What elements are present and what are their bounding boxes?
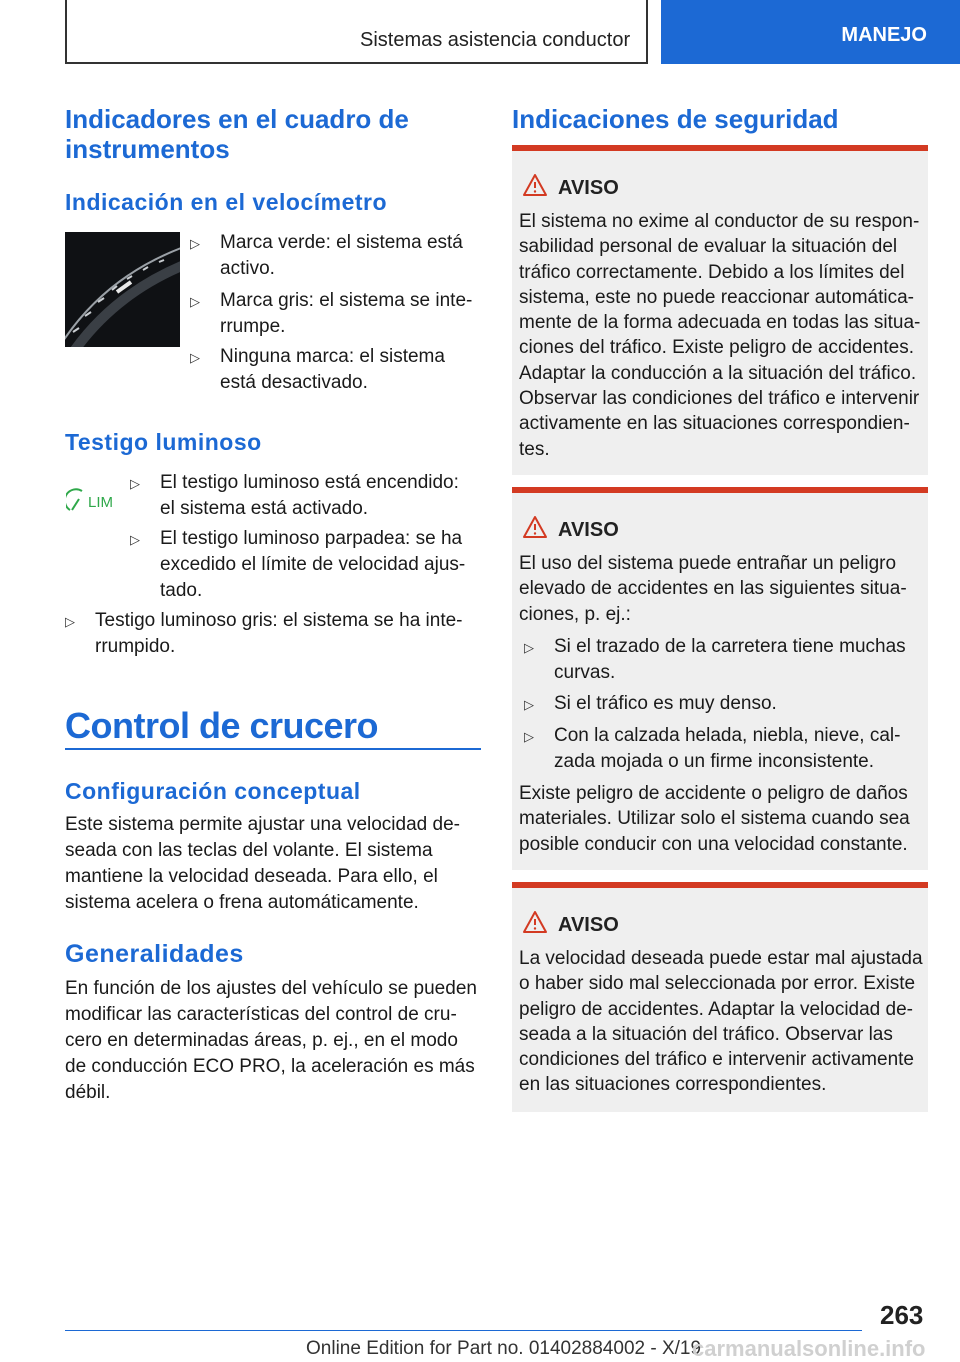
list-item: ▷ El testigo luminoso parpadea: se ha excedido el límite de velocidad ajustado. <box>130 528 466 601</box>
triangle-bullet-icon: ▷ <box>524 640 534 655</box>
warning-outro: Existe peligro de accidente o peligro de daños materiales. Utilizar solo el sistema cuando sea posible conducir con una velocidad constante. <box>519 783 910 855</box>
speedometer-image <box>65 232 180 347</box>
triangle-bullet-icon: ▷ <box>190 236 200 251</box>
chapter-title: Control de crucero <box>65 705 379 746</box>
list-item: ▷ Si el trazado de la carretera tiene muchas curvas. <box>524 636 906 683</box>
heading-speedometer: Indicación en el velocímetro <box>65 189 388 215</box>
heading-general: Generalidades <box>65 940 244 968</box>
heading-instruments: Indicadores en el cuadro de instrumentos <box>65 104 409 164</box>
list-item: ▷ Ninguna marca: el sistema está desactivado. <box>190 346 445 393</box>
triangle-bullet-icon: ▷ <box>190 294 200 309</box>
list-item: ▷ Testigo luminoso gris: el sistema se ha interrumpido. <box>65 610 463 657</box>
warning-label: AVISO <box>558 177 619 199</box>
list-item: ▷ Marca verde: el sistema está activo. <box>190 232 463 279</box>
concept-paragraph: Este sistema permite ajustar una velocidad deseada con las teclas del volante. El sistema mantiene la velocidad deseada. Para ello, el sistema acelera o frena automáticamente. <box>65 814 460 913</box>
warning-text: El sistema no exime al conductor de su responsabilidad personal de evaluar la situación del tráfico correctamente. Debido a los límites del sistema, este no puede reaccionar automáticamente de la forma adecuada en todas las situaciones del tráfico. Existe peligro de accidentes. Adaptar la conducción a la situación del tráfico. Observar las condiciones del tráfico e intervenir activamente en las situaciones correspondientes. <box>519 211 921 460</box>
triangle-bullet-icon: ▷ <box>190 350 200 365</box>
triangle-bullet-icon: ▷ <box>65 614 75 629</box>
triangle-bullet-icon: ▷ <box>524 697 534 712</box>
warning-label: AVISO <box>558 914 619 936</box>
warning-triangle-icon <box>522 173 548 197</box>
warning-text: La velocidad deseada puede estar mal ajustada o haber sido mal seleccionada por error. Existe peligro de accidentes. Adaptar la velocidad deseada a la situación del tráfico. Observar las condiciones del tráfico e intervenir activamente en las situaciones correspondientes. <box>519 948 923 1096</box>
triangle-bullet-icon: ▷ <box>524 729 534 744</box>
warning-intro: El uso del sistema puede entrañar un peligro elevado de accidentes en las siguientes situaciones, p. ej.: <box>519 553 907 625</box>
list-item: ▷ Si el tráfico es muy denso. <box>554 691 914 717</box>
heading-warning-lamp: Testigo luminoso <box>65 429 262 455</box>
page-number: 263 <box>880 1300 924 1330</box>
warning-box <box>512 487 928 870</box>
footer-rule <box>65 1330 862 1331</box>
warning-label: AVISO <box>558 519 619 541</box>
chapter-tab-label: MANEJO <box>841 23 927 46</box>
list-item: ▷ Marca gris: el sistema se interrumpe. <box>190 290 473 337</box>
section-title: Sistemas asistencia conductor <box>360 29 631 51</box>
list-item: ▷ Con la calzada helada, niebla, nieve, calzada mojada o un firme inconsistente. <box>524 725 901 772</box>
heading-safety: Indicaciones de seguridad <box>512 104 839 134</box>
lim-label: LIM <box>88 494 114 511</box>
list-item: ▷ El testigo luminoso está encendido: el sistema está activado. <box>130 472 459 519</box>
heading-concept: Configuración conceptual <box>65 778 361 804</box>
speed-limiter-icon <box>66 488 122 518</box>
triangle-bullet-icon: ▷ <box>130 476 140 491</box>
edition-text: Online Edition for Part no. 01402884002 - X/19 <box>306 1338 702 1359</box>
chapter-rule <box>65 748 481 750</box>
general-paragraph: En función de los ajustes del vehículo se pueden modificar las características del control de crucero en determinadas áreas, p. ej., en el modo de conducción ECO PRO, la aceleración es más débil. <box>65 978 477 1103</box>
triangle-bullet-icon: ▷ <box>130 532 140 547</box>
chapter-tab[interactable] <box>661 0 960 64</box>
warning-box <box>512 145 928 475</box>
warning-triangle-icon <box>522 910 548 934</box>
warning-box <box>512 882 928 1112</box>
watermark: carmanualsonline.info <box>692 1336 926 1361</box>
warning-triangle-icon <box>522 515 548 539</box>
